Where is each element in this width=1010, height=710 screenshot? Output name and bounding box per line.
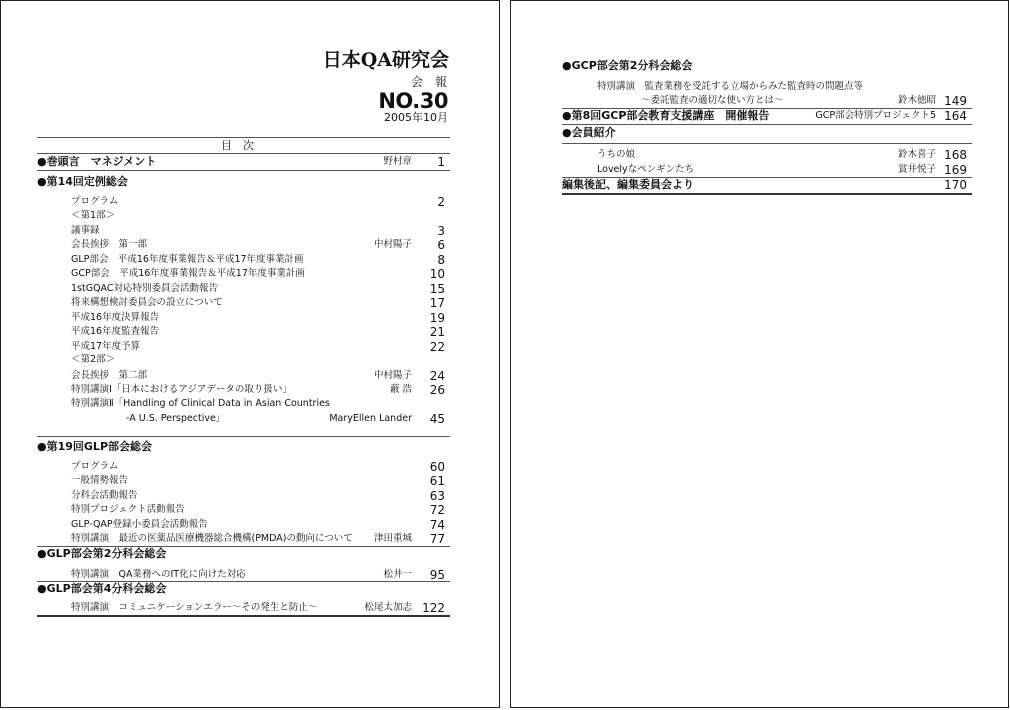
toc-entry: GCP部会 平成16年度事業報告＆平成17年度事業計画 xyxy=(71,268,305,279)
toc-page: 26 xyxy=(429,383,445,397)
gcp8-page: 164 xyxy=(944,109,967,123)
preface-rule xyxy=(37,170,450,171)
toc-entry-continued: -A U.S. Perspective」 xyxy=(126,413,226,424)
toc-entry: 特別講演 監査業務を受託する立場からみた監査時の問題点等 xyxy=(597,81,864,92)
toc-page: 10 xyxy=(429,267,445,281)
toc-page: 63 xyxy=(429,489,445,503)
toc-entry: GLP部会 平成16年度事業報告＆平成17年度事業計画 xyxy=(71,254,304,265)
toc-page: 22 xyxy=(429,340,445,354)
toc-entry: うちの娘 xyxy=(597,149,636,160)
toc-page: 61 xyxy=(429,474,445,488)
left-bottom-rule xyxy=(37,615,450,617)
toc-author: 賞井悦子 xyxy=(897,164,936,175)
toc-entry: 1stGQAC対応特別委員会活動報告 xyxy=(71,283,219,294)
toc-entry: 特別講演Ⅰ「日本におけるアジアデータの取り扱い」 xyxy=(71,384,292,395)
sec14-title: ●第14回定例総会 xyxy=(37,175,128,188)
toc-page: 17 xyxy=(429,296,445,310)
toc-entry: 平成16年度決算報告 xyxy=(71,312,160,323)
toc-author: MaryEllen Lander xyxy=(329,413,412,424)
toc-page: 8 xyxy=(437,253,445,267)
gcp8-title: ●第8回GCP部会教育支援講座 開催報告 xyxy=(562,109,770,122)
toc-entry: 特別講演 コミュニケーションエラー～その発生と防止～ xyxy=(71,602,318,613)
toc-entry: プログラム xyxy=(71,196,119,207)
toc-author: 津田重城 xyxy=(373,533,412,544)
issue-date: 2005年10月 xyxy=(384,111,448,124)
toc-page: 60 xyxy=(429,460,445,474)
toc-page: 72 xyxy=(429,503,445,517)
left-page xyxy=(0,0,500,708)
toc-entry: 平成16年度監査報告 xyxy=(71,326,160,337)
toc-title-rule xyxy=(37,153,450,154)
toc-entry: 特別講演Ⅱ「Handling of Clinical Data in Asian Countries xyxy=(71,398,330,409)
toc-subheading: ＜第1部＞ xyxy=(71,210,116,221)
toc-entry: 特別プロジェクト活動報告 xyxy=(71,504,185,515)
right-page xyxy=(510,0,1009,708)
toc-page: 95 xyxy=(429,568,445,582)
glp4-title: ●GLP部会第4分科会総会 xyxy=(37,582,167,595)
toc-author: 蔽 浩 xyxy=(389,384,412,395)
toc-title: 目 次 xyxy=(221,139,254,152)
preface-page: 1 xyxy=(437,155,445,169)
toc-author: 松井一 xyxy=(383,569,412,580)
toc-page: 24 xyxy=(429,369,445,383)
preface-title: ●巻頭言 マネジメント xyxy=(37,155,157,168)
gcp8-rule xyxy=(562,124,972,125)
toc-page: 169 xyxy=(944,163,967,177)
toc-subheading: ＜第2部＞ xyxy=(71,354,116,365)
preface-author: 野村章 xyxy=(383,156,412,167)
gcp8-author: GCP部会特別プロジェクト5 xyxy=(815,110,936,121)
toc-page: 149 xyxy=(944,94,967,108)
toc-entry: 特別講演 QA業務へのIT化に向けた対応 xyxy=(71,569,246,580)
society-title: 日本QA研究会 xyxy=(322,49,449,71)
toc-author: 鈴木喜子 xyxy=(897,149,936,160)
toc-page: 45 xyxy=(429,412,445,426)
toc-author: 中村陽子 xyxy=(373,370,412,381)
toc-page: 6 xyxy=(437,238,445,252)
toc-entry: 将来構想検討委員会の設立について xyxy=(71,297,223,308)
toc-entry: 会長挨拶 第一部 xyxy=(71,239,148,250)
members-title: ●会員紹介 xyxy=(562,126,616,139)
toc-page: 15 xyxy=(429,282,445,296)
gcp2-title: ●GCP部会第2分科会総会 xyxy=(562,59,693,72)
toc-entry: GLP-QAP登録小委員会活動報告 xyxy=(71,519,208,530)
toc-page: 21 xyxy=(429,325,445,339)
toc-entry: 特別講演 最近の医薬品医療機器総合機構(PMDA)の動向について xyxy=(71,533,353,544)
toc-page: 19 xyxy=(429,311,445,325)
toc-entry: プログラム xyxy=(71,461,119,472)
toc-entry: 議事録 xyxy=(71,225,100,236)
toc-page: 168 xyxy=(944,148,967,162)
toc-page: 122 xyxy=(422,601,445,615)
toc-page: 74 xyxy=(429,518,445,532)
sec14-rule xyxy=(37,436,450,437)
toc-entry: Lovelyなペンギンたち xyxy=(597,164,695,175)
afterword-title: 編集後記、編集委員会より xyxy=(562,178,694,191)
bulletin-label: 会 報 xyxy=(410,75,447,89)
toc-entry: 会長挨拶 第二部 xyxy=(71,370,148,381)
toc-entry: 平成17年度予算 xyxy=(71,341,141,352)
sec19-title: ●第19回GLP部会総会 xyxy=(37,440,153,453)
toc-page: 77 xyxy=(429,532,445,546)
toc-author: 鈴木徳昭 xyxy=(897,95,936,106)
toc-author: 松尾太加志 xyxy=(364,602,412,613)
afterword-page: 170 xyxy=(944,178,967,192)
toc-entry-continued: ～委託監査の適切な使い方とは～ xyxy=(641,95,784,106)
members-title-rule xyxy=(562,143,972,144)
right-bottom-rule xyxy=(562,193,972,195)
toc-page: 3 xyxy=(437,224,445,238)
glp2-title: ●GLP部会第2分科会総会 xyxy=(37,547,167,560)
issue-number: NO.30 xyxy=(378,89,448,113)
toc-page: 2 xyxy=(437,195,445,209)
toc-author: 中村陽子 xyxy=(373,239,412,250)
toc-entry: 一般情勢報告 xyxy=(71,475,129,486)
toc-entry: 分科会活動報告 xyxy=(71,490,138,501)
header-rule xyxy=(37,137,450,138)
